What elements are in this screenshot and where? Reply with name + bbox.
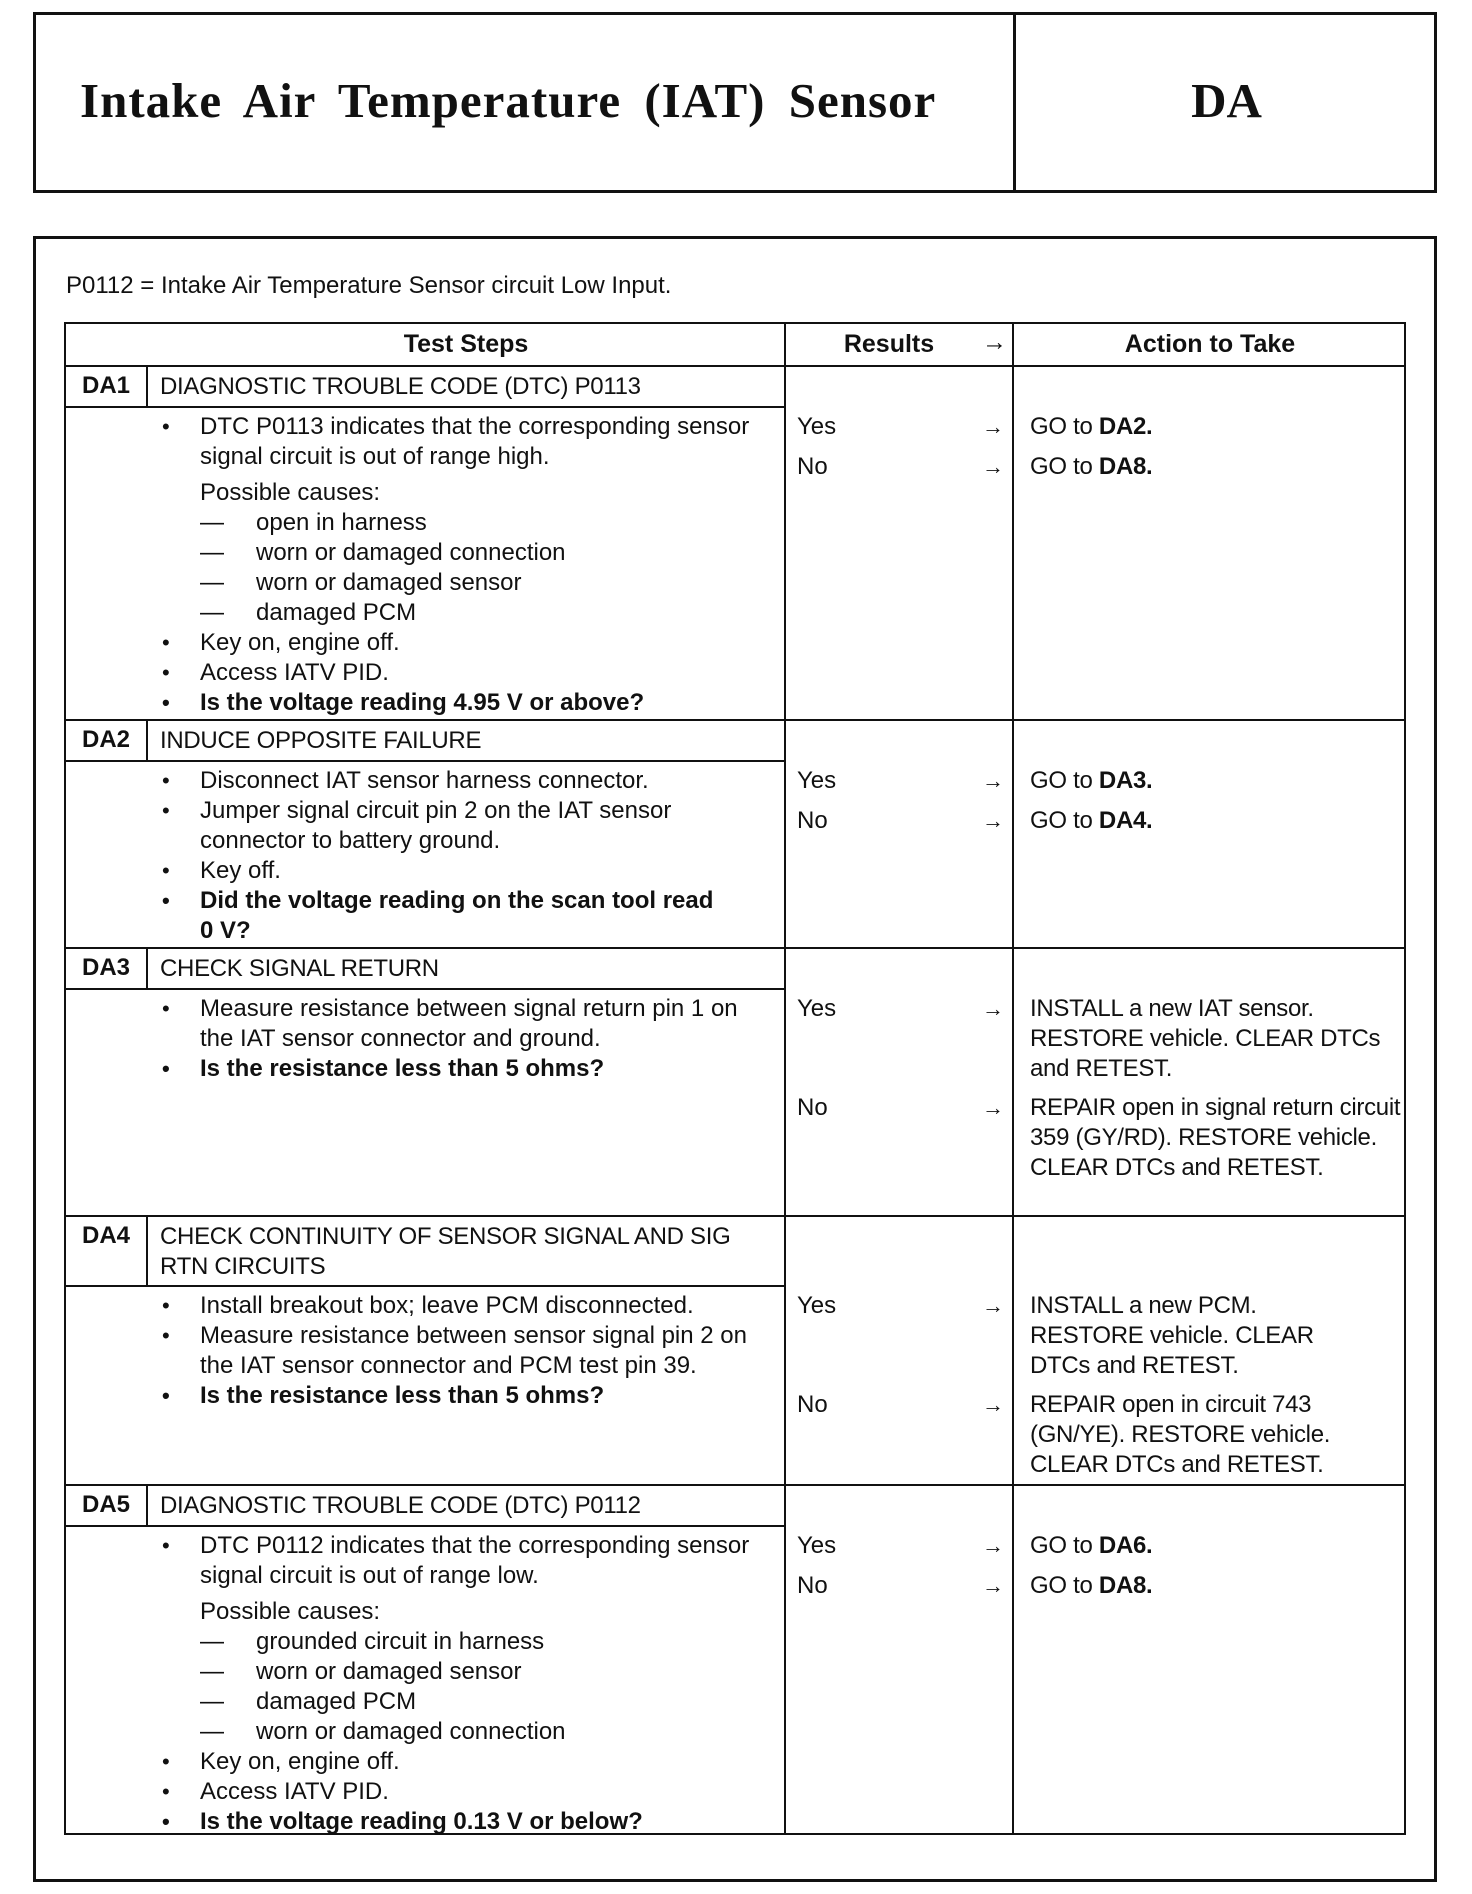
column-header-arrow-icon: → <box>982 328 1007 356</box>
possible-causes-label: Possible causes: <box>200 479 381 506</box>
id-divider-da3 <box>146 947 148 990</box>
step-title-da5: DIAGNOSTIC TROUBLE CODE (DTC) P0112 <box>160 1492 641 1519</box>
column-header-results: Results <box>843 330 935 358</box>
column-divider-action <box>1012 322 1014 1835</box>
result-no: No <box>797 1391 828 1418</box>
cause-item: — worn or damaged connection <box>160 1717 760 1747</box>
step-id-da2: DA2 <box>81 726 130 753</box>
step-id-da3: DA3 <box>81 954 130 981</box>
section-code: DA <box>1191 73 1262 128</box>
arrow-icon: → <box>982 1573 1004 1598</box>
action-no-da5 <box>1030 1571 1410 1601</box>
step-id-da4: DA4 <box>81 1222 130 1249</box>
go-to-label: GO to <box>1030 1532 1093 1559</box>
step-title-da1: DIAGNOSTIC TROUBLE CODE (DTC) P0113 <box>160 373 641 400</box>
action-yes-da4: INSTALL a new PCM. RESTORE vehicle. CLEAR DTCs and RETEST. <box>1030 1292 1314 1379</box>
step-question: • Is the resistance less than 5 ohms? <box>160 1381 760 1411</box>
column-header-action: Action to Take <box>1124 330 1296 358</box>
step-bullet: • Measure resistance between signal return pin 1 on the IAT sensor connector and ground. <box>160 994 760 1054</box>
cause-item: — worn or damaged sensor <box>160 568 760 598</box>
step-body-da4 <box>160 1291 760 1411</box>
result-yes: Yes <box>797 413 837 440</box>
id-divider-da4 <box>146 1215 148 1286</box>
result-yes: Yes <box>797 767 837 794</box>
go-to-label: GO to <box>1030 767 1093 794</box>
go-to-target[interactable]: DA4. <box>1098 807 1153 834</box>
step-body-da5 <box>160 1531 760 1837</box>
step-bullet: • Access IATV PID. <box>160 658 760 688</box>
cause-item: — damaged PCM <box>160 598 760 628</box>
arrow-icon: → <box>982 996 1004 1021</box>
step-bullet: • Access IATV PID. <box>160 1777 760 1807</box>
action-yes-da1 <box>1030 412 1410 442</box>
action-yes-da2 <box>1030 766 1410 796</box>
action-no-da1 <box>1030 452 1410 482</box>
cause-item: — open in harness <box>160 508 760 538</box>
step-bullet: • Measure resistance between sensor signal pin 2 on the IAT sensor connector and PCM test pin 39. <box>160 1321 755 1381</box>
arrow-icon: → <box>982 808 1004 833</box>
arrow-icon: → <box>982 454 1004 479</box>
cause-item: — worn or damaged connection <box>160 538 760 568</box>
step-bullet: • Key off. <box>160 856 760 886</box>
arrow-icon: → <box>982 1392 1004 1417</box>
go-to-label: GO to <box>1030 1572 1093 1599</box>
action-no-da3: REPAIR open in signal return circuit 359 (GY/RD). RESTORE vehicle. CLEAR DTCs and RETEST. <box>1030 1094 1401 1181</box>
step-intro: • DTC P0112 indicates that the corresponding sensor signal circuit is out of range low. <box>160 1531 760 1591</box>
action-no-da2 <box>1030 806 1410 836</box>
row-divider-da3 <box>64 947 1406 949</box>
step-question: • Is the resistance less than 5 ohms? <box>160 1054 760 1084</box>
go-to-label: GO to <box>1030 453 1093 480</box>
go-to-target[interactable]: DA2. <box>1098 413 1153 440</box>
step-id-da1: DA1 <box>81 372 130 399</box>
go-to-target[interactable]: DA3. <box>1098 767 1153 794</box>
possible-causes-label: Possible causes: <box>200 1598 381 1625</box>
header-row-divider <box>64 365 1406 367</box>
title-divider-da1 <box>64 406 784 408</box>
step-bullet: • Install breakout box; leave PCM disconnected. <box>160 1291 760 1321</box>
arrow-icon: → <box>982 414 1004 439</box>
go-to-label: GO to <box>1030 807 1093 834</box>
code-definition: P0112 = Intake Air Temperature Sensor circuit Low Input. <box>66 272 672 299</box>
step-title-da4: CHECK CONTINUITY OF SENSOR SIGNAL AND SIG RTN CIRCUITS <box>160 1223 731 1280</box>
result-yes: Yes <box>797 1532 837 1559</box>
step-body-da1 <box>160 412 760 718</box>
go-to-target[interactable]: DA6. <box>1098 1532 1153 1559</box>
action-no-da4: REPAIR open in circuit 743 (GN/YE). RESTORE vehicle. CLEAR DTCs and RETEST. <box>1030 1391 1331 1478</box>
step-bullet: • Key on, engine off. <box>160 1747 760 1777</box>
go-to-target[interactable]: DA8. <box>1098 453 1153 480</box>
go-to-label: GO to <box>1030 413 1093 440</box>
cause-item: — worn or damaged sensor <box>160 1657 760 1687</box>
id-divider-da5 <box>146 1484 148 1527</box>
step-bullet: • Jumper signal circuit pin 2 on the IAT sensor connector to battery ground. <box>160 796 760 856</box>
row-divider-da2 <box>64 719 1406 721</box>
arrow-icon: → <box>982 1533 1004 1558</box>
step-body-da2 <box>160 766 760 946</box>
step-id-da5: DA5 <box>81 1491 130 1518</box>
arrow-icon: → <box>982 1293 1004 1318</box>
action-yes-da3: INSTALL a new IAT sensor. RESTORE vehicle. CLEAR DTCs and RETEST. <box>1030 995 1381 1082</box>
result-no: No <box>797 1572 828 1599</box>
title-divider-da2 <box>64 760 784 762</box>
title-divider-da4 <box>64 1285 784 1287</box>
step-title-da3: CHECK SIGNAL RETURN <box>160 955 439 982</box>
cause-item: — damaged PCM <box>160 1687 760 1717</box>
id-divider-da1 <box>146 365 148 408</box>
result-no: No <box>797 453 828 480</box>
step-bullet: • Key on, engine off. <box>160 628 760 658</box>
cause-item: — grounded circuit in harness <box>160 1627 760 1657</box>
id-divider-da2 <box>146 719 148 762</box>
result-yes: Yes <box>797 995 837 1022</box>
column-header-test-steps: Test Steps <box>403 330 529 358</box>
step-body-da3 <box>160 994 760 1084</box>
arrow-icon: → <box>982 768 1004 793</box>
row-divider-da5 <box>64 1484 1406 1486</box>
column-divider-results <box>784 322 786 1835</box>
step-title-da2: INDUCE OPPOSITE FAILURE <box>160 727 482 754</box>
result-no: No <box>797 1094 828 1121</box>
result-yes: Yes <box>797 1292 837 1319</box>
go-to-target[interactable]: DA8. <box>1098 1572 1153 1599</box>
arrow-icon: → <box>982 1095 1004 1120</box>
step-question: • Is the voltage reading 4.95 V or above? <box>160 688 760 718</box>
result-no: No <box>797 807 828 834</box>
step-bullet: • Disconnect IAT sensor harness connector. <box>160 766 760 796</box>
row-divider-da4 <box>64 1215 1406 1217</box>
title-divider-da5 <box>64 1525 784 1527</box>
step-question: • Did the voltage reading on the scan tool read 0 V? <box>160 886 720 946</box>
step-intro: • DTC P0113 indicates that the corresponding sensor signal circuit is out of range high. <box>160 412 760 472</box>
title-divider-da3 <box>64 988 784 990</box>
page-title: Intake Air Temperature (IAT) Sensor <box>80 73 937 128</box>
step-question: • Is the voltage reading 0.13 V or below? <box>160 1807 760 1837</box>
action-yes-da5 <box>1030 1531 1410 1561</box>
